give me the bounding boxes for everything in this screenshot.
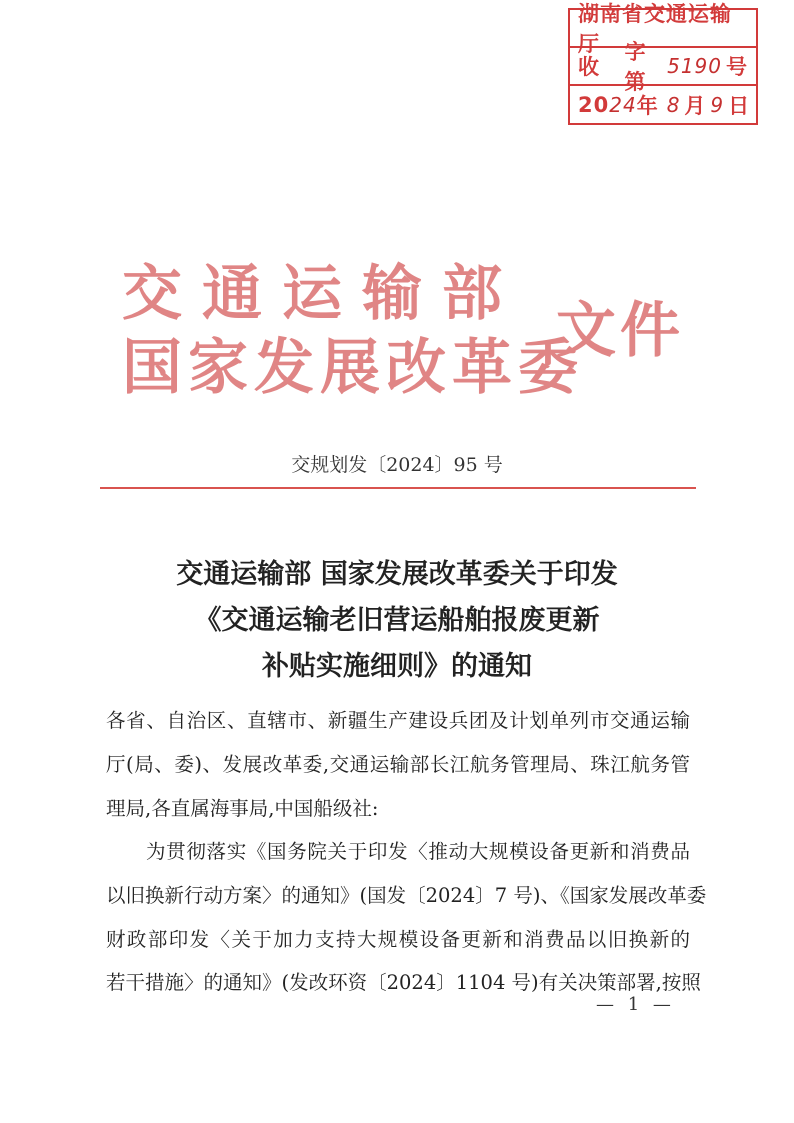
stamp-year-hand: 24: [609, 93, 637, 117]
title-line2: 《交通运输老旧营运船舶报废更新: [194, 605, 600, 636]
stamp-year-label: 年: [636, 94, 659, 118]
document-number: 交规划发〔2024〕95 号: [291, 454, 503, 476]
paragraph-line: 财政部印发〈关于加力支持大规模设备更新和消费品以旧换新的: [106, 928, 690, 951]
stamp-date-row: [570, 86, 756, 124]
paragraph-line: 为贯彻落实《国务院关于印发〈推动大规模设备更新和消费品: [146, 840, 690, 863]
stamp-receive-row: [570, 40, 756, 94]
masthead-line1: 交通运输部: [122, 259, 522, 329]
masthead-suffix: 文件: [556, 296, 684, 366]
stamp-day: 9: [710, 93, 725, 117]
stamp-month: 8: [666, 93, 681, 117]
masthead-line2: 国家发展改革委: [122, 333, 584, 403]
paragraph-line: 若干措施〉的通知》(发改环资〔2024〕1104 号)有关决策部署,按照: [106, 971, 701, 994]
paragraph-line: 以旧换新行动方案〉的通知》(国发〔2024〕7 号)、《国家发展改革委: [106, 884, 707, 907]
addressee-line: 理局,各直属海事局,中国船级社:: [106, 797, 379, 820]
stamp-receive-no-label: 字第: [624, 40, 647, 94]
page-number: — 1 —: [596, 994, 675, 1015]
title-line3: 补贴实施细则》的通知: [262, 651, 532, 682]
stamp-receive-label: 收: [578, 55, 600, 79]
stamp-receive-no: 5190: [667, 54, 722, 78]
addressee-line: 各省、自治区、直辖市、新疆生产建设兵团及计划单列市交通运输: [106, 709, 690, 732]
receipt-stamp: [568, 2, 758, 125]
title-line1: 交通运输部 国家发展改革委关于印发: [176, 559, 618, 590]
addressee-line: 厅(局、委)、发展改革委,交通运输部长江航务管理局、珠江航务管: [106, 753, 690, 776]
stamp-day-label: 日: [728, 94, 751, 118]
stamp-org: 湖南省交通运输厅: [578, 2, 732, 56]
red-divider: [100, 487, 696, 489]
stamp-year-prefix: 20: [578, 93, 610, 117]
stamp-hao: 号: [726, 55, 748, 79]
stamp-month-label: 月: [684, 94, 707, 118]
